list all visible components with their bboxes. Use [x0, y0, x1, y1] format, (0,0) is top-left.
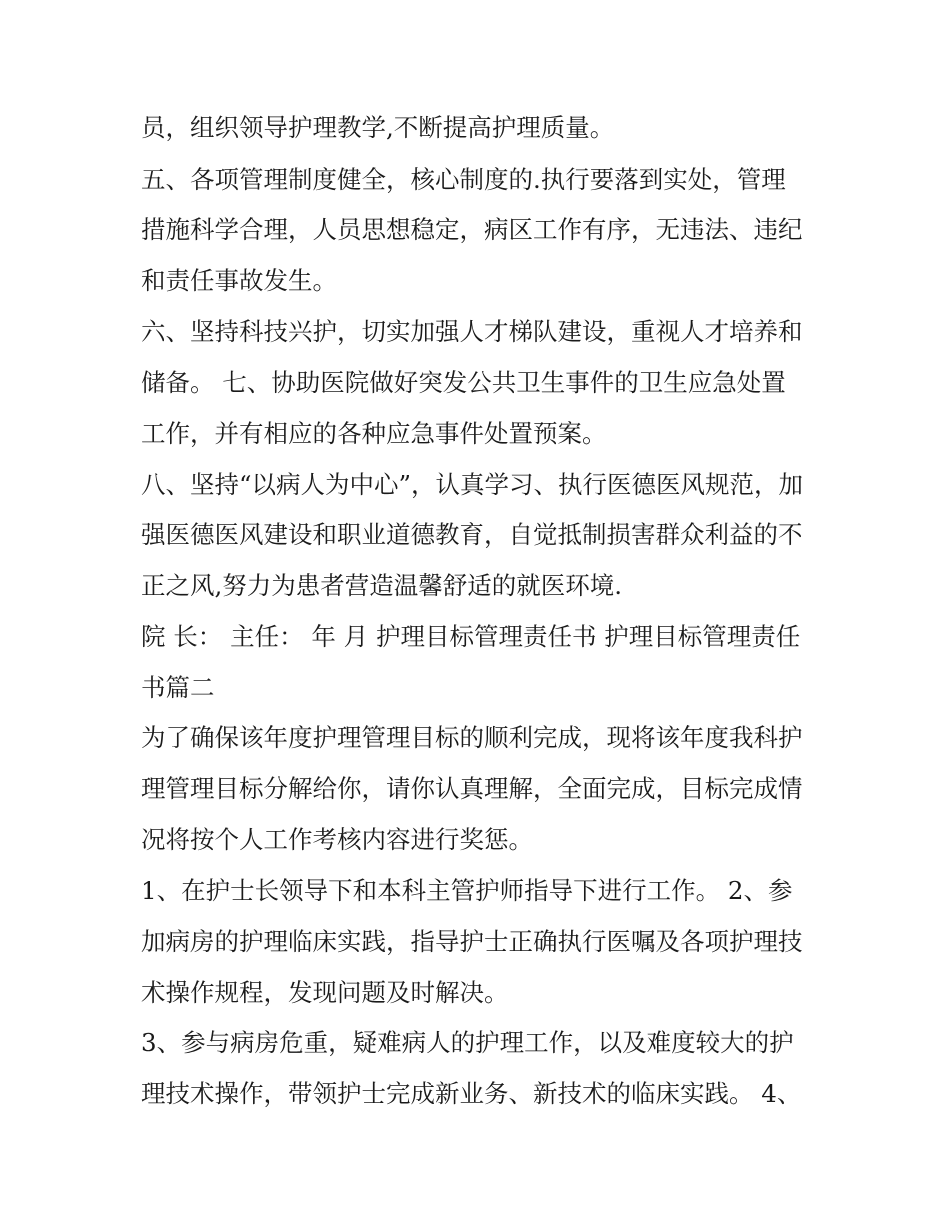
text-line: 工作，并有相应的各种应急事件处置预案。	[141, 419, 607, 448]
text-line: 况将按个人工作考核内容进行奖惩。	[141, 825, 533, 854]
text-line: 和责任事故发生。	[141, 266, 337, 295]
text-line: 五、各项管理制度健全，核心制度的.执行要落到实处，管理	[141, 165, 786, 194]
text-line: 书篇二	[141, 673, 215, 702]
text-line: 储备。 七、协助医院做好突发公共卫生事件的卫生应急处置	[141, 368, 786, 397]
text-line: 院 长： 主任： 年 月 护理目标管理责任书 护理目标管理责任	[141, 622, 801, 651]
text-line: 六、坚持科技兴护，切实加强人才梯队建设，重视人才培养和	[141, 317, 803, 346]
text-line: 员，组织领导护理教学,不断提高护理质量。	[141, 113, 615, 142]
text-line: 1、在护士长领导下和本科主管护师指导下进行工作。 2、参	[141, 876, 793, 905]
text-line: 强医德医风建设和职业道德教育，自觉抵制损害群众利益的不	[141, 520, 803, 549]
text-line: 理技术操作，带领护士完成新业务、新技术的临床实践。 4、	[141, 1079, 802, 1108]
text-line: 正之风,努力为患者营造温馨舒适的就医环境.	[141, 571, 623, 600]
text-line: 术操作规程，发现问题及时解决。	[141, 978, 509, 1007]
text-line: 为了确保该年度护理管理目标的顺利完成，现将该年度我科护	[141, 723, 803, 752]
text-line: 加病房的护理临床实践，指导护士正确执行医嘱及各项护理技	[141, 927, 803, 956]
text-line: 八、坚持“以病人为中心”，认真学习、执行医德医风规范，加	[141, 470, 804, 499]
text-line: 理管理目标分解给你，请你认真理解，全面完成，目标完成情	[141, 774, 803, 803]
text-line: 3、参与病房危重，疑难病人的护理工作，以及难度较大的护	[141, 1028, 794, 1057]
text-line: 措施科学合理，人员思想稳定，病区工作有序，无违法、违纪	[141, 215, 803, 244]
